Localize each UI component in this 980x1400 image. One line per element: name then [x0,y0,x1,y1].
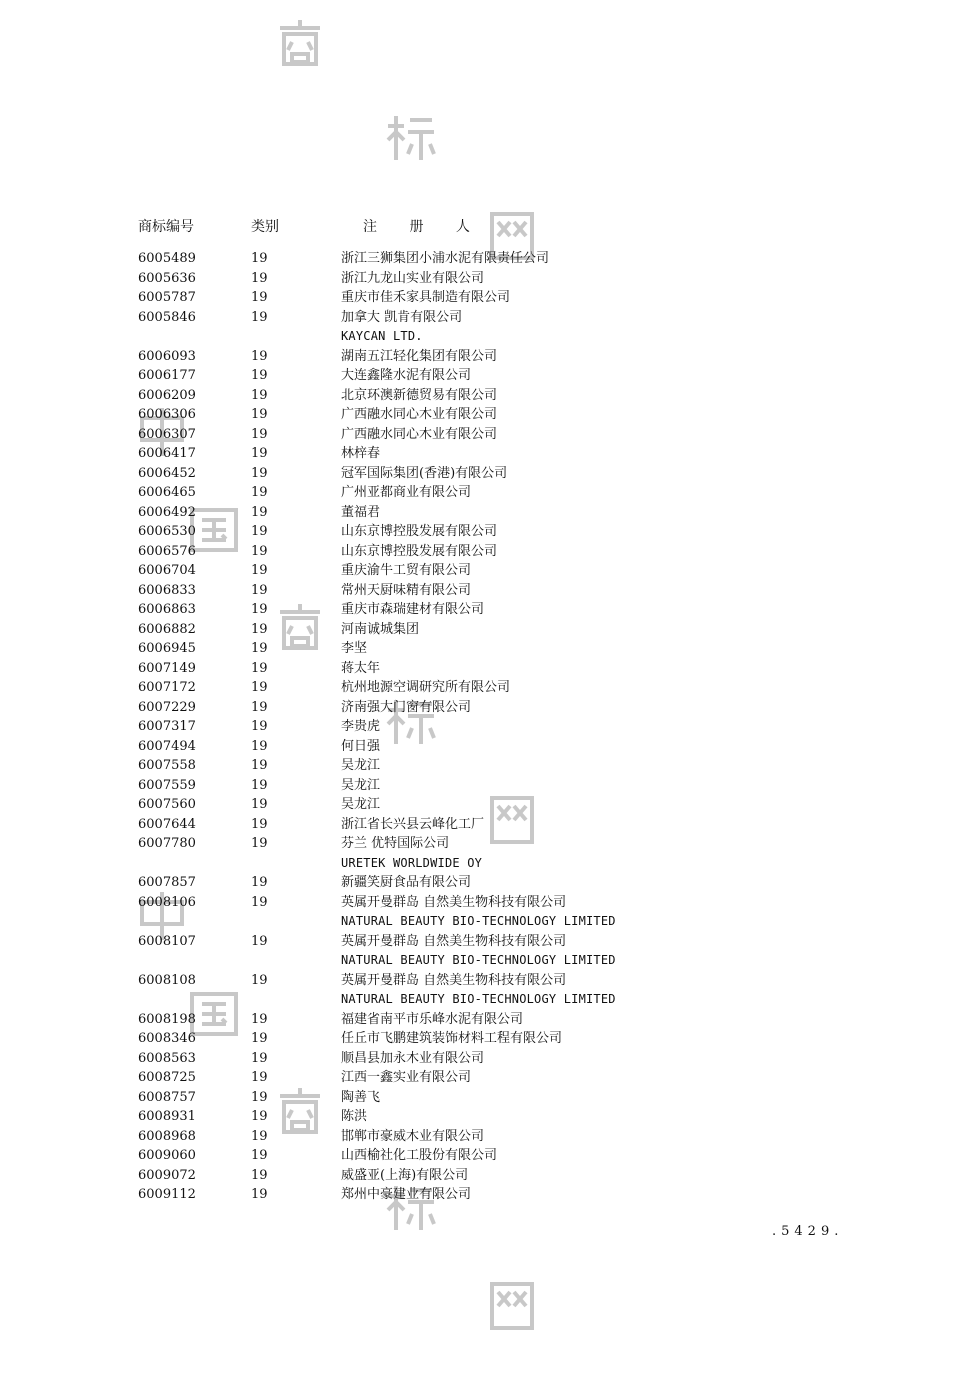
registrant-name: 何日强 [341,738,381,754]
trademark-class: 19 [251,1128,268,1144]
trademark-number: 6007229 [138,699,196,715]
table-row [0,756,980,776]
table-row [0,269,980,289]
trademark-number: 6009112 [138,1187,196,1202]
table-row [0,405,980,425]
trademark-number: 6006882 [138,621,196,637]
trademark-number: 6006530 [138,524,196,539]
table-row [0,386,980,406]
trademark-class: 19 [251,894,268,910]
trademark-number: 6005636 [138,270,196,286]
trademark-number: 6008108 [138,972,196,988]
registrant-name: 英属开曼群岛 自然美生物科技有限公司 [341,972,567,988]
registrant-name: 山东京博控股发展有限公司 [341,543,498,559]
table-row [0,717,980,737]
registrant-name: 常州天厨味精有限公司 [341,582,472,598]
trademark-number: 6008968 [138,1128,196,1144]
trademark-number: 6007780 [138,836,196,851]
registrant-name: 蒋太年 [341,660,381,676]
registrant-name: 陶善飞 [341,1089,381,1105]
registrant-name: 吴龙江 [341,797,381,812]
table-row [0,366,980,386]
trademark-number: 6006452 [138,465,196,481]
trademark-class: 19 [251,699,268,715]
registrant-name: 广西融水同心木业有限公司 [341,426,498,442]
trademark-number: 6009060 [138,1148,196,1163]
table-row [0,1049,980,1069]
registrant-name: 大连鑫隆水泥有限公司 [341,368,472,383]
registrant-name: 福建省南平市乐峰水泥有限公司 [341,1011,524,1027]
trademark-number: 6005846 [138,309,196,325]
table-row [0,425,980,445]
trademark-class: 19 [251,1148,268,1163]
trademark-class: 19 [251,758,268,773]
table-row [0,581,980,601]
trademark-class: 19 [251,933,268,949]
trademark-number: 6007494 [138,738,196,754]
table-row [0,1010,980,1030]
table-row [0,249,980,269]
registrant-name: 济南强大门窗有限公司 [341,699,472,715]
registrant-name: 任丘市飞鹏建筑装饰材料工程有限公司 [341,1031,563,1046]
table-row [0,1068,980,1088]
table-row [0,308,980,328]
registrant-name: NATURAL BEAUTY BIO-TECHNOLOGY LIMITED [341,992,616,1006]
table-row [0,483,980,503]
trademark-number: 6008725 [138,1070,196,1085]
registrant-name: 湖南五江轻化集团有限公司 [341,348,498,364]
trademark-number: 6008346 [138,1031,196,1046]
table-row [0,600,980,620]
table-row [0,1146,980,1166]
trademark-class: 19 [251,621,268,637]
registrant-name: NATURAL BEAUTY BIO-TECHNOLOGY LIMITED [341,953,616,967]
trademark-class: 19 [251,1031,268,1046]
trademark-class: 19 [251,446,268,461]
registrant-name: 李坚 [341,641,368,656]
table-row [0,1107,980,1127]
trademark-number: 6006833 [138,582,196,598]
table-row-continuation [0,327,980,347]
registrant-name: 广西融水同心木业有限公司 [341,407,498,422]
registrant-name: KAYCAN LTD. [341,329,423,343]
trademark-class: 19 [251,348,268,364]
registrant-name: 李贵虎 [341,719,381,734]
table-row [0,834,980,854]
table-row [0,815,980,835]
trademark-number: 6008107 [138,933,196,949]
header-trademark-number: 商标编号 [138,219,194,235]
registrant-name: 江西一鑫实业有限公司 [341,1070,472,1085]
table-row [0,776,980,796]
registrant-name: 威盛亚(上海)有限公司 [341,1167,469,1183]
trademark-number: 6005787 [138,290,196,305]
biao-watermark-icon [382,110,438,166]
trademark-number: 6006945 [138,641,196,656]
registrant-name: URETEK WORLDWIDE OY [341,855,483,870]
trademark-class: 19 [251,543,268,559]
registrant-name: 吴龙江 [341,758,381,773]
registrant-name: 吴龙江 [341,777,381,793]
registrant-name: 董福君 [341,504,381,520]
trademark-number: 6008563 [138,1050,196,1066]
trademark-class: 19 [251,836,268,851]
trademark-class: 19 [251,504,268,520]
registrant-name: 陈洪 [341,1109,368,1124]
trademark-class: 19 [251,1089,268,1105]
trademark-number: 6007172 [138,680,196,695]
registrant-name: 杭州地源空调研究所有限公司 [341,680,511,695]
trademark-class: 19 [251,875,268,890]
trademark-class: 19 [251,1011,268,1027]
table-row [0,288,980,308]
trademark-number: 6007857 [138,875,196,890]
table-row [0,737,980,757]
table-row-continuation [0,990,980,1010]
table-row [0,503,980,523]
page-number: .5429. [772,1224,844,1239]
wang-watermark-icon [484,1278,540,1334]
trademark-number: 6007559 [138,777,196,793]
trademark-class: 19 [251,602,268,617]
trademark-number: 6008106 [138,894,196,910]
trademark-class: 19 [251,290,268,305]
table-row [0,522,980,542]
registrant-name: 重庆渝牛工贸有限公司 [341,563,472,578]
registrant-name: 顺昌县加永木业有限公司 [341,1050,485,1066]
trademark-number: 6008757 [138,1089,196,1105]
trademark-class: 19 [251,251,268,266]
trademark-class: 19 [251,660,268,676]
table-row-continuation [0,854,980,874]
registrant-name: 广州亚都商业有限公司 [341,485,472,500]
trademark-class: 19 [251,387,268,403]
trademark-number: 6006307 [138,426,196,442]
trademark-class: 19 [251,719,268,734]
trademark-number: 6006209 [138,387,196,403]
header-class: 类别 [251,219,279,235]
trademark-class: 19 [251,485,268,500]
trademark-number: 6006465 [138,485,196,500]
table-header [0,216,980,238]
registrant-name: 芬兰 优特国际公司 [341,836,450,851]
registrant-name: NATURAL BEAUTY BIO-TECHNOLOGY LIMITED [341,914,616,928]
trademark-number: 6007644 [138,816,196,832]
trademark-number: 6006306 [138,407,196,422]
trademark-class: 19 [251,1109,268,1124]
registrant-name: 英属开曼群岛 自然美生物科技有限公司 [341,894,567,910]
registration-list [0,249,980,1205]
registrant-name: 浙江省长兴县云峰化工厂 [341,816,485,832]
table-row [0,971,980,991]
table-row [0,542,980,562]
trademark-class: 19 [251,1050,268,1066]
trademark-number: 6005489 [138,251,196,266]
trademark-class: 19 [251,270,268,286]
table-row [0,620,980,640]
registrant-name: 林梓春 [341,446,381,461]
table-row [0,1185,980,1205]
table-row [0,678,980,698]
trademark-number: 6006492 [138,504,196,520]
registrant-name: 新疆笑厨食品有限公司 [341,875,472,890]
registrant-name: 山西榆社化工股份有限公司 [341,1148,498,1163]
trademark-class: 19 [251,972,268,988]
trademark-number: 6009072 [138,1167,196,1183]
trademark-number: 6007149 [138,660,196,676]
trademark-class: 19 [251,563,268,578]
table-row [0,464,980,484]
trademark-class: 19 [251,309,268,325]
registrant-name: 浙江三狮集团小浦水泥有限责任公司 [341,251,550,266]
header-registrant: 注 册 人 [363,219,484,235]
table-row-continuation [0,912,980,932]
trademark-class: 19 [251,426,268,442]
registrant-name: 北京环澳新德贸易有限公司 [341,387,498,403]
registrant-name: 山东京博控股发展有限公司 [341,524,498,539]
trademark-class: 19 [251,582,268,598]
trademark-number: 6006417 [138,446,196,461]
registrant-name: 河南诚城集团 [341,621,420,637]
table-row [0,893,980,913]
trademark-class: 19 [251,816,268,832]
registrant-name: 英属开曼群岛 自然美生物科技有限公司 [341,933,567,949]
trademark-number: 6006177 [138,368,196,383]
trademark-class: 19 [251,465,268,481]
trademark-class: 19 [251,407,268,422]
table-row [0,659,980,679]
trademark-class: 19 [251,368,268,383]
trademark-class: 19 [251,1070,268,1085]
table-row [0,1166,980,1186]
trademark-number: 6006704 [138,563,196,578]
table-row [0,444,980,464]
trademark-class: 19 [251,797,268,812]
table-row [0,1088,980,1108]
table-row [0,347,980,367]
trademark-class: 19 [251,777,268,793]
trademark-number: 6007560 [138,797,196,812]
registrant-name: 郑州中豪建业有限公司 [341,1187,472,1202]
registrant-name: 重庆市森瑞建材有限公司 [341,602,485,617]
trademark-number: 6008198 [138,1011,196,1027]
registrant-name: 浙江九龙山实业有限公司 [341,270,485,286]
trademark-class: 19 [251,641,268,656]
table-row-continuation [0,951,980,971]
trademark-number: 6007558 [138,758,196,773]
table-row [0,698,980,718]
trademark-class: 19 [251,1187,268,1202]
trademark-class: 19 [251,680,268,695]
table-row [0,873,980,893]
registrant-name: 重庆市佳禾家具制造有限公司 [341,290,511,305]
shang-watermark-icon [272,14,328,70]
trademark-number: 6006576 [138,543,196,559]
table-row [0,1029,980,1049]
trademark-number: 6006093 [138,348,196,364]
table-row [0,932,980,952]
registrant-name: 邯郸市豪威木业有限公司 [341,1128,485,1144]
trademark-number: 6008931 [138,1109,196,1124]
table-row [0,1127,980,1147]
table-row [0,639,980,659]
trademark-class: 19 [251,738,268,754]
registrant-name: 冠军国际集团(香港)有限公司 [341,465,508,481]
trademark-number: 6007317 [138,719,196,734]
trademark-number: 6006863 [138,602,196,617]
table-row [0,795,980,815]
registrant-name: 加拿大 凯肯有限公司 [341,309,463,325]
table-row [0,561,980,581]
trademark-class: 19 [251,1167,268,1183]
trademark-class: 19 [251,524,268,539]
